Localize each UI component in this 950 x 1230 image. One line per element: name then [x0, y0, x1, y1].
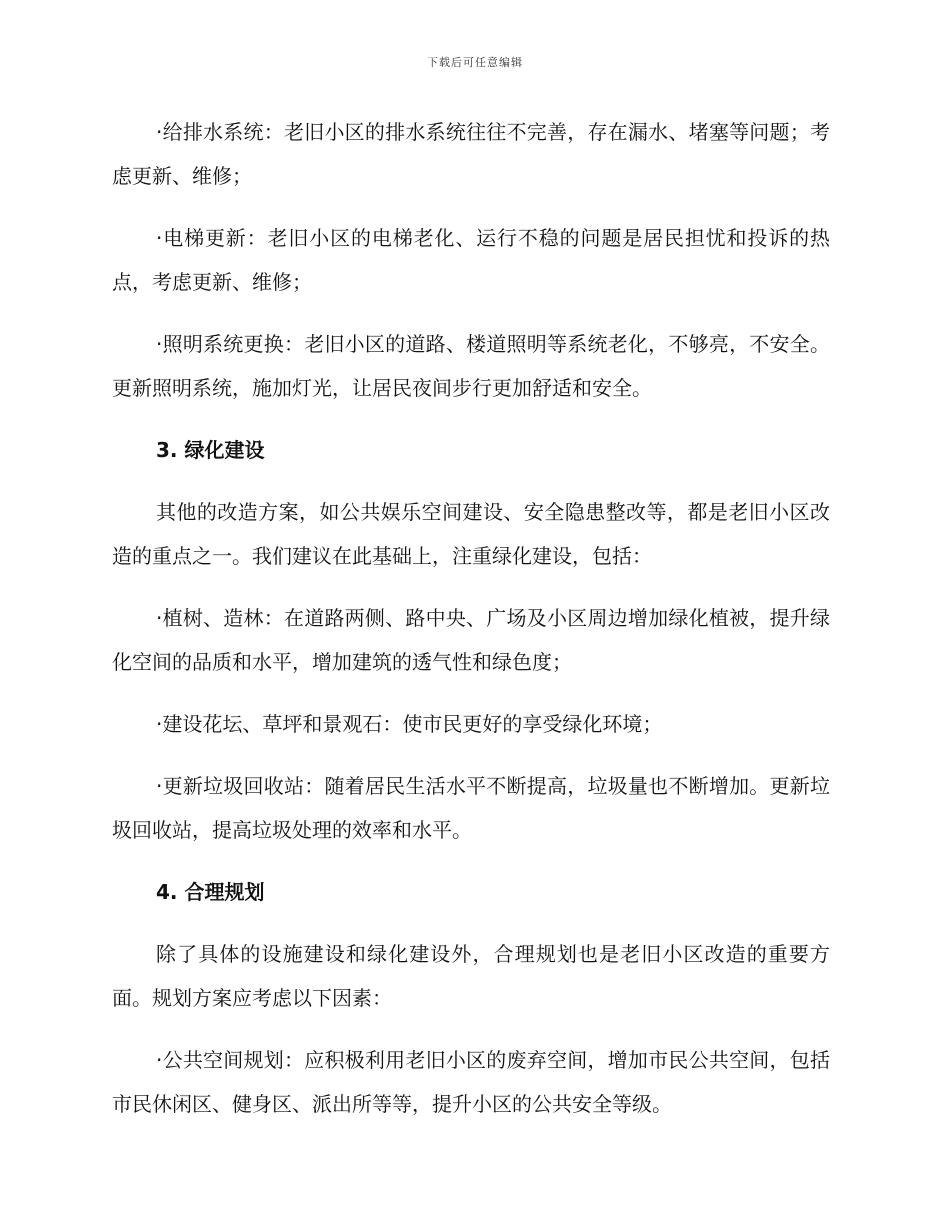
greening-intro: 其他的改造方案，如公共娱乐空间建设、安全隐患整改等，都是老旧小区改造的重点之一。我们建议在此基础上，注重绿化建设，包括： — [112, 500, 830, 568]
bullet-tree-planting: ·植树、造林：在道路两侧、路中央、广场及小区周边增加绿化植被，提升绿化空间的品质和水平，增加建筑的透气性和绿色度； — [112, 606, 830, 674]
document-body — [112, 110, 830, 1144]
section-heading-planning: 4. 合理规划 — [156, 880, 265, 904]
bullet-elevator: ·电梯更新：老旧小区的电梯老化、运行不稳的问题是居民担忧和投诉的热点，考虑更新、维修； — [112, 226, 830, 294]
header-note: 下载后可任意编辑 — [427, 56, 523, 69]
bullet-lighting: ·照明系统更换：老旧小区的道路、楼道照明等系统老化，不够亮，不安全。更新照明系统，施加灯光，让居民夜间步行更加舒适和安全。 — [112, 332, 830, 400]
bullet-flower-beds: ·建设花坛、草坪和景观石：使市民更好的享受绿化环境； — [156, 712, 663, 736]
bullet-public-space: ·公共空间规划：应积极利用老旧小区的废弃空间，增加市民公共空间，包括市民休闲区、健身区、派出所等等，提升小区的公共安全等级。 — [112, 1048, 830, 1116]
bullet-drainage: ·给排水系统：老旧小区的排水系统往往不完善，存在漏水、堵塞等问题；考虑更新、维修； — [112, 120, 830, 188]
planning-intro: 除了具体的设施建设和绿化建设外，合理规划也是老旧小区改造的重要方面。规划方案应考虑以下因素： — [112, 942, 830, 1010]
bullet-recycling: ·更新垃圾回收站：随着居民生活水平不断提高，垃圾量也不断增加。更新垃圾回收站，提高垃圾处理的效率和水平。 — [112, 774, 830, 842]
section-heading-greening: 3. 绿化建设 — [156, 438, 265, 462]
